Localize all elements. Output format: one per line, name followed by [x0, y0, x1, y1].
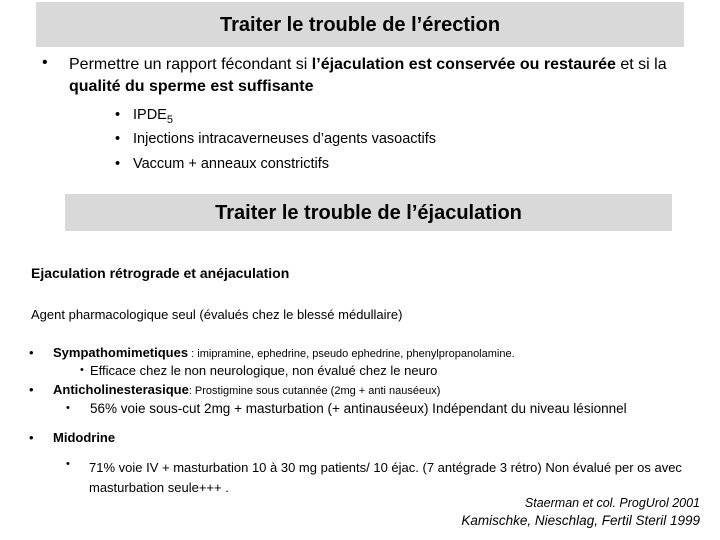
- title-banner-erection: [36, 2, 684, 47]
- bullet-marker: •: [29, 382, 34, 397]
- bullet-marker: •: [115, 131, 121, 147]
- sub-bullet-ipde5: [133, 107, 173, 126]
- main-bullet-bold2: qualité du sperme est suffisante: [69, 78, 314, 95]
- bullet-label: Sympathomimetiques: [53, 345, 189, 360]
- reference-kamischke: Kamischke, Nieschlag, Fertil Steril 1999: [461, 513, 700, 528]
- main-bullet-text: [69, 54, 689, 98]
- sub-bullet-efficace: Efficace chez le non neurologique, non évalué chez le neuro: [90, 363, 438, 378]
- sub-bullet-ipde-subscript: 5: [166, 113, 173, 126]
- bullet-midodrine: Midodrine: [53, 430, 116, 445]
- title-banner-ejaculation: [65, 194, 672, 231]
- reference-staerman: Staerman et col. ProgUrol 2001: [524, 496, 700, 510]
- bullet-marker: •: [29, 345, 34, 360]
- sub-bullet-ipde-main: IPDE: [133, 107, 167, 123]
- main-bullet-part3: et si la: [615, 56, 667, 73]
- sub-bullet-56-percent: 56% voie sous-cut 2mg + masturbation (+ antinauséeux) Indépendant du niveau lésionnel: [90, 401, 627, 416]
- bullet-marker: •: [66, 402, 70, 414]
- sub-bullet-vaccum: Vaccum + anneaux constrictifs: [133, 156, 329, 172]
- bullet-detail: : Prostigmine sous cutannée (2mg + anti nauséeux): [188, 385, 441, 397]
- main-bullet-bold1: l’éjaculation est conservée ou restaurée: [311, 56, 616, 73]
- agent-line: Agent pharmacologique seul (évalués chez le blessé médullaire): [31, 307, 403, 322]
- sub-bullet-injections: Injections intracaverneuses d’agents vasoactifs: [133, 131, 437, 147]
- bullet-marker: •: [66, 458, 70, 470]
- bullet-anticholinesterasique: [53, 382, 440, 397]
- banner-title-ejaculation: Traiter le trouble de l’éjaculation: [215, 201, 522, 224]
- section-heading: Ejaculation rétrograde et anéjaculation: [31, 265, 290, 281]
- bullet-label: Anticholinesterasique: [53, 382, 189, 397]
- bullet-marker: •: [115, 107, 121, 123]
- bullet-detail: : imipramine, ephedrine, pseudo ephedrine, phenylpropanolamine.: [188, 348, 515, 360]
- bullet-marker: •: [80, 364, 84, 376]
- main-bullet-part1: Permettre un rapport fécondant si: [69, 56, 312, 73]
- bullet-marker: •: [42, 54, 48, 71]
- banner-title-erection: Traiter le trouble de l’érection: [219, 13, 501, 36]
- sub-bullet-71-percent: 71% voie IV + masturbation 10 à 30 mg patients/ 10 éjac. (7 antégrade 3 rétro) Non évalué per os avec masturbation seule+++ .: [89, 460, 682, 495]
- bullet-marker: •: [115, 156, 121, 172]
- bullet-sympathomimetiques: [53, 345, 515, 360]
- bullet-marker: •: [29, 430, 34, 445]
